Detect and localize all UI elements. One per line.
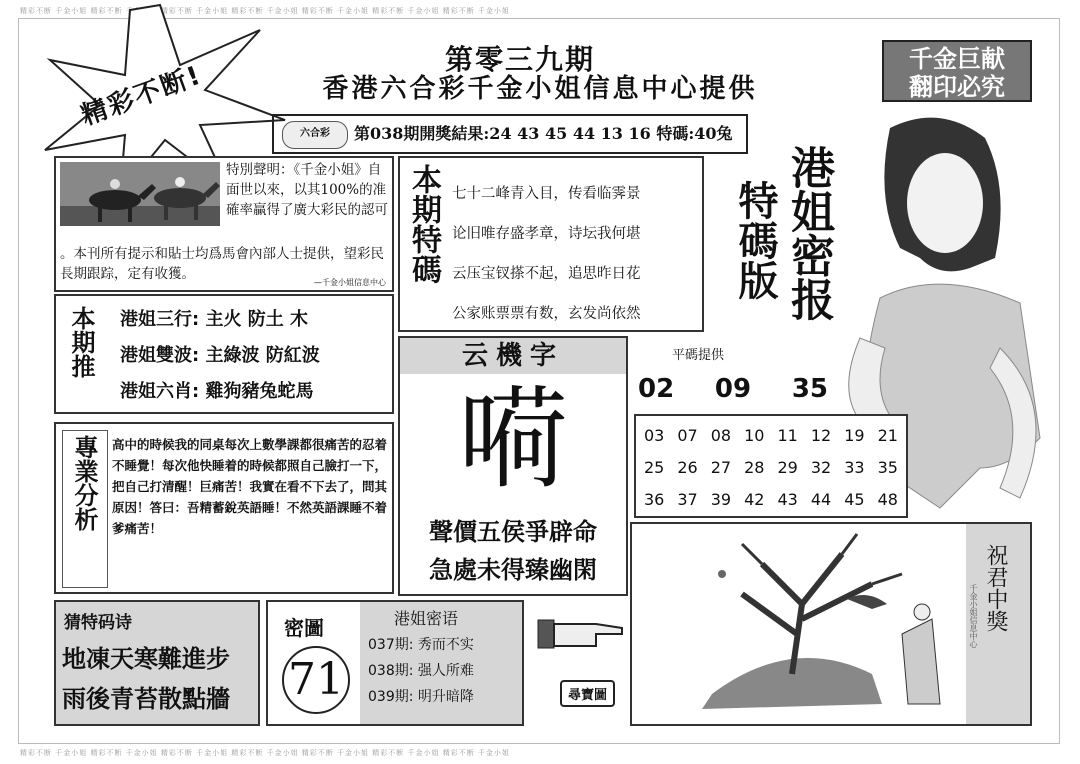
grid-cell: 45 — [844, 490, 865, 509]
flat-code-main — [638, 374, 828, 404]
notice-text-top: 特別聲明：《千金小姐》自面世以來，以其100%的准確率贏得了廣大彩民的認可 — [226, 162, 388, 218]
grid-cell: 21 — [877, 426, 898, 445]
riddle-line-2: 急處未得臻幽閑 — [429, 556, 597, 584]
bottom-watermark: 精彩不断 千金小姐 精彩不断 千金小姐 精彩不断 千金小姐 精彩不断 千金小姐 精彩不断 千金小姐 精彩不断 千金小姐 精彩不断 千金小姐 — [20, 749, 510, 757]
period-text: 秀而不实 — [417, 637, 474, 653]
zodiac-value: 雞狗豬兔蛇馬 — [205, 381, 314, 402]
hk-secret-panel — [360, 602, 522, 724]
wuxing-label: 港姐三行: — [120, 309, 200, 330]
grid-cell: 33 — [844, 458, 865, 477]
poem-line-4: 公家账票票有数，玄发尚依然 — [452, 306, 641, 322]
lottery-logo: 六合彩 — [282, 121, 348, 149]
grid-cell: 39 — [710, 490, 732, 509]
guess-poem-box — [54, 600, 260, 726]
grid-cell: 36 — [644, 490, 665, 509]
riddle-box — [398, 336, 628, 596]
grid-cell: 10 — [744, 426, 765, 445]
copyright-badge — [882, 40, 1032, 102]
notice-signature: —千金小姐信息中心 — [314, 278, 386, 287]
grid-cell: 25 — [644, 458, 665, 477]
notice-box — [54, 156, 394, 292]
top-watermark: 精彩不断 千金小姐 精彩不断 千金小姐 精彩不断 千金小姐 精彩不断 千金小姐 精彩不断 千金小姐 精彩不断 千金小姐 精彩不断 千金小姐 — [20, 7, 510, 15]
flat-main-1: 02 — [638, 374, 675, 404]
grid-cell: 19 — [844, 426, 865, 445]
poem-line-3: 云压宝钗搽不起，追思昨日花 — [452, 266, 641, 282]
badge-line1: 千金巨献 — [909, 45, 1005, 73]
grid-row-1 — [644, 420, 898, 452]
grid-cell: 07 — [677, 426, 698, 445]
provider-title: 香港六合彩千金小姐信息中心提供 — [322, 74, 758, 104]
hk-secret-title: 港姐密语 — [394, 609, 459, 628]
grid-cell: 11 — [777, 426, 798, 445]
this-period-box — [54, 294, 394, 414]
period-label: 038期: — [368, 663, 414, 679]
hk-secret-row-2 — [368, 658, 474, 684]
secret-box — [266, 600, 524, 726]
guess-poem-line-2: 雨後青苔散點牆 — [62, 685, 230, 713]
wave-row — [120, 338, 320, 374]
grid-cell: 44 — [810, 490, 832, 509]
wave-value: 主綠波 防紅波 — [205, 345, 320, 366]
secret-number: 71 — [282, 646, 350, 714]
grid-cell: 35 — [877, 458, 898, 477]
result-text: 第038期開獎結果:24 43 45 44 13 16 特碼:40兔 — [354, 124, 733, 143]
grid-cell: 37 — [677, 490, 698, 509]
flat-code-title: 平碼提供 — [672, 348, 725, 363]
blessing-panel — [966, 524, 1030, 724]
flat-code-grid — [634, 414, 908, 518]
grid-row-2 — [644, 452, 898, 484]
blessing-sub: 千金小姐信息中心 — [969, 584, 978, 648]
period-label: 037期: — [368, 637, 414, 653]
issue-title: 第零三九期 — [444, 43, 595, 76]
badge-line2: 翻印必究 — [909, 73, 1005, 101]
grid-cell: 12 — [810, 426, 832, 445]
grid-cell: 32 — [810, 458, 832, 477]
guess-poem-title: 猜特码诗 — [64, 613, 132, 633]
grid-cell: 08 — [710, 426, 732, 445]
flat-main-2: 09 — [714, 374, 752, 404]
grid-cell: 43 — [777, 490, 798, 509]
wave-label: 港姐雙波: — [120, 345, 200, 366]
zodiac-row — [120, 374, 320, 410]
grid-cell: 27 — [710, 458, 732, 477]
poem-box-label: 本期特碼 — [406, 164, 441, 284]
guess-poem-line-1: 地凍天寒難進步 — [62, 645, 230, 673]
analysis-box — [54, 422, 394, 594]
hk-secret-row-1 — [368, 632, 474, 658]
period-text: 明升暗降 — [417, 689, 474, 705]
grid-row-3 — [644, 484, 898, 516]
analysis-text: 高中的時候我的同桌每次上數學課都很痛苦的忍着不睡覺！每次他快睡着的時候都照自己臉打一下，把自己打清醒！巨痛苦！我實在看不下去了，問其原因！答曰：吾精蓄銳英語睡！不然英語課睡不着爹痛苦！ — [112, 437, 388, 536]
grid-cell: 29 — [777, 458, 798, 477]
notice-text-bottom: 。本刊所有提示和貼士均爲馬會內部人士提供，望彩民長期跟踪，定有收獲。 — [60, 246, 384, 282]
burst-slogan: 精彩不断! — [77, 60, 207, 132]
result-bar — [272, 114, 748, 154]
flat-main-3: 35 — [791, 374, 828, 404]
period-text: 强人所难 — [417, 663, 474, 679]
tree-scene-image — [632, 524, 962, 724]
grid-cell: 48 — [877, 490, 898, 509]
poem-line-2: 论旧唯存盛孝章，诗坛我何堪 — [452, 226, 641, 242]
treasure-label: 尋寶圖 — [560, 680, 615, 707]
period-label: 039期: — [368, 689, 414, 705]
riddle-char: 嗬 — [458, 376, 568, 504]
analysis-label: 專業分析 — [70, 435, 98, 531]
blessing-text: 祝君中獎 — [983, 544, 1008, 632]
riddle-line-1: 聲價五侯爭辟命 — [429, 518, 597, 546]
wuxing-row — [120, 302, 320, 338]
riddle-title: 云機字 — [400, 338, 626, 374]
side-title-sub: 特碼版 — [732, 180, 778, 300]
wuxing-value: 主火 防土 木 — [205, 309, 309, 330]
grid-cell: 03 — [644, 426, 665, 445]
treasure-scene-box — [630, 522, 1032, 726]
secret-circle-label: 密圖 — [284, 616, 324, 640]
horse-racing-image — [60, 162, 220, 226]
this-period-label: 本期推 — [67, 306, 95, 378]
grid-cell: 28 — [744, 458, 765, 477]
poem-line-1: 七十二峰青入目，传看临霁景 — [452, 186, 641, 202]
poem-box — [398, 156, 704, 332]
hk-secret-row-3 — [368, 684, 474, 710]
zodiac-label: 港姐六肖: — [120, 381, 200, 402]
grid-cell: 42 — [744, 490, 765, 509]
grid-cell: 26 — [677, 458, 698, 477]
analysis-label-frame — [62, 430, 108, 588]
pointing-hand-icon — [536, 610, 626, 656]
side-title-main: 港姐密报 — [783, 145, 834, 321]
